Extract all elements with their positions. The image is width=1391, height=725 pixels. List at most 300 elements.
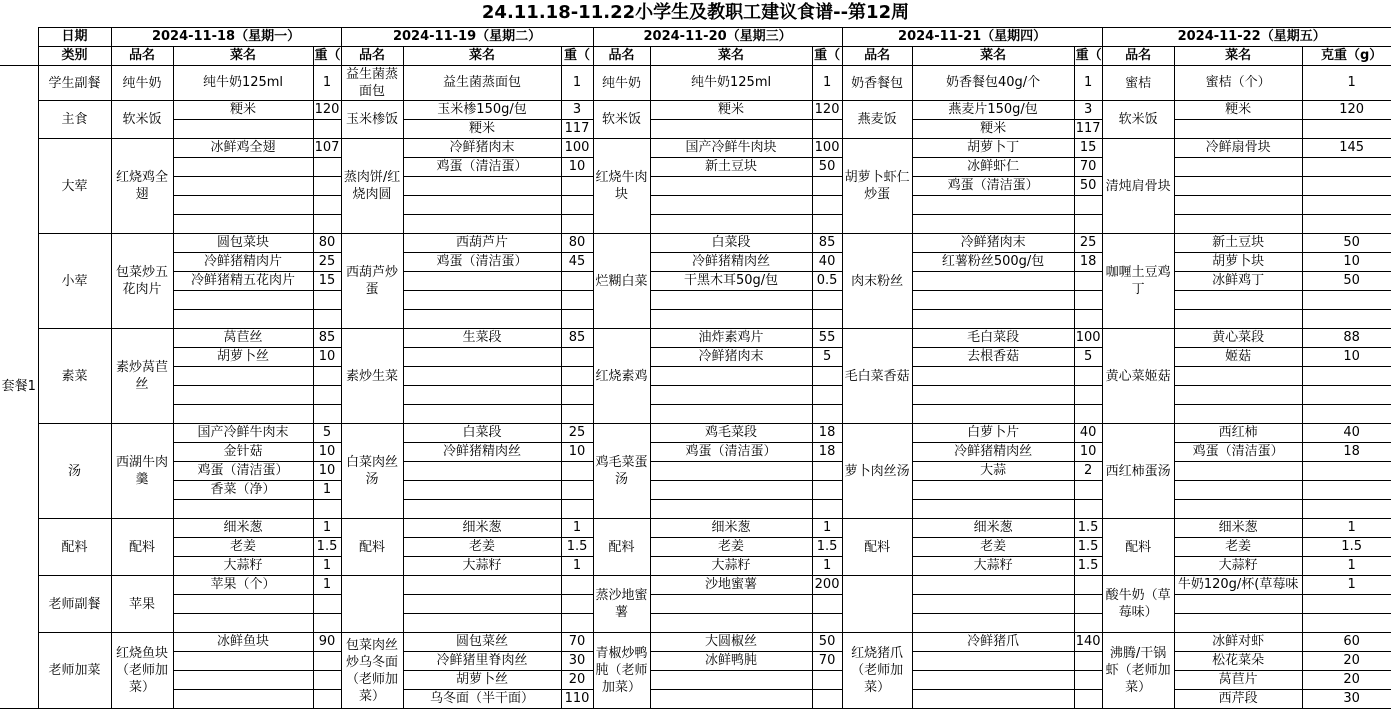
ingredient-cell (173, 310, 313, 329)
weight-cell (313, 291, 341, 310)
weight-cell: 1 (1302, 519, 1391, 538)
ingredient-cell (173, 158, 313, 177)
ingredient-cell (912, 671, 1074, 690)
dish-cell: 鸡毛菜蛋汤 (593, 424, 650, 519)
category-cell: 老师加菜 (38, 633, 111, 709)
ingredient-cell (1174, 120, 1302, 139)
weight-cell (313, 215, 341, 234)
ingredient-cell (912, 481, 1074, 500)
ingredient-cell (912, 215, 1074, 234)
weight-cell (1074, 310, 1102, 329)
day-header: 2024-11-22（星期五） (1102, 28, 1391, 47)
ingredient-cell: 鸡蛋（清洁蛋） (403, 253, 561, 272)
ingredient-cell: 鸡蛋（清洁蛋） (650, 443, 812, 462)
ingredient-cell: 玉米椮150g/包 (403, 101, 561, 120)
weight-cell (1074, 595, 1102, 614)
ingredient-cell: 大蒜籽 (173, 557, 313, 576)
ingredient-cell: 冰鲜鸭肫 (650, 652, 812, 671)
dish-column-header: 品名 (1102, 47, 1174, 66)
dish-cell: 西红柿蛋汤 (1102, 424, 1174, 519)
category-cell: 素菜 (38, 329, 111, 424)
menu-row (0, 196, 1391, 215)
weight-cell (1302, 196, 1391, 215)
weight-cell (313, 690, 341, 709)
weight-column-header: 重（ (313, 47, 341, 66)
ingredient-cell: 冰鲜鸡全翅 (173, 139, 313, 158)
weight-column-header: 重（ (1074, 47, 1102, 66)
weight-cell: 30 (561, 652, 593, 671)
ingredient-cell (650, 291, 812, 310)
weight-cell (313, 671, 341, 690)
weight-cell: 1 (561, 519, 593, 538)
dish-cell: 素炒莴苣丝 (111, 329, 173, 424)
weight-cell (812, 462, 842, 481)
ingredient-cell (650, 177, 812, 196)
day-header: 2024-11-21（星期四） (842, 28, 1102, 47)
ingredient-cell: 西芹段 (1174, 690, 1302, 709)
menu-row (0, 329, 1391, 348)
weight-cell (812, 177, 842, 196)
ingredient-column-header: 菜名 (1174, 47, 1302, 66)
menu-row (0, 405, 1391, 424)
weight-cell: 80 (313, 234, 341, 253)
dish-cell: 青椒炒鸭肫（老师加菜） (593, 633, 650, 709)
dish-cell: 配料 (1102, 519, 1174, 576)
weight-cell: 85 (313, 329, 341, 348)
ingredient-cell: 圆包菜块 (173, 234, 313, 253)
ingredient-cell: 乌冬面（半干面） (403, 690, 561, 709)
ingredient-cell: 冰鲜鸡丁 (1174, 272, 1302, 291)
ingredient-cell: 鸡蛋（清洁蛋） (912, 177, 1074, 196)
weight-cell (812, 310, 842, 329)
weight-cell (1074, 500, 1102, 519)
ingredient-cell: 冷鲜猪爪 (912, 633, 1074, 652)
weight-column-header: 重（ (561, 47, 593, 66)
ingredient-cell: 蜜桔（个） (1174, 66, 1302, 101)
ingredient-cell: 奶香餐包40g/个 (912, 66, 1074, 101)
ingredient-column-header: 菜名 (403, 47, 561, 66)
weight-cell: 10 (561, 443, 593, 462)
weight-cell: 3 (1074, 101, 1102, 120)
ingredient-cell (650, 405, 812, 424)
dish-cell: 软米饭 (1102, 101, 1174, 139)
ingredient-cell (403, 348, 561, 367)
weight-cell (812, 120, 842, 139)
weight-cell: 200 (812, 576, 842, 595)
weight-cell (812, 690, 842, 709)
ingredient-cell: 白萝卜片 (912, 424, 1074, 443)
weight-cell: 120 (812, 101, 842, 120)
weight-cell: 25 (313, 253, 341, 272)
ingredient-column-header: 菜名 (650, 47, 812, 66)
weight-cell (1302, 291, 1391, 310)
weight-cell: 20 (1302, 652, 1391, 671)
menu-row (0, 614, 1391, 633)
weight-cell (1302, 367, 1391, 386)
ingredient-cell: 牛奶120g/杯(草莓味 (1174, 576, 1302, 595)
ingredient-cell (650, 367, 812, 386)
dish-cell: 西葫芦炒蛋 (341, 234, 403, 329)
weight-cell: 10 (1302, 253, 1391, 272)
ingredient-cell: 新土豆块 (650, 158, 812, 177)
ingredient-cell (1174, 481, 1302, 500)
dish-cell: 玉米椮饭 (341, 101, 403, 139)
ingredient-cell: 粳米 (173, 101, 313, 120)
weight-cell: 2 (1074, 462, 1102, 481)
ingredient-cell (403, 500, 561, 519)
ingredient-cell (403, 367, 561, 386)
weight-cell: 50 (1074, 177, 1102, 196)
ingredient-cell (650, 671, 812, 690)
menu-row (0, 500, 1391, 519)
menu-row (0, 690, 1391, 709)
weight-column-header: 克重（g） (1302, 47, 1391, 66)
dish-cell: 酸牛奶（草莓味） (1102, 576, 1174, 633)
weight-cell: 140 (1074, 633, 1102, 652)
ingredient-cell (912, 405, 1074, 424)
weight-cell: 85 (561, 329, 593, 348)
weight-column-header: 重（ (812, 47, 842, 66)
ingredient-cell: 毛白菜段 (912, 329, 1074, 348)
weight-cell: 30 (1302, 690, 1391, 709)
weight-cell (313, 405, 341, 424)
ingredient-cell (912, 272, 1074, 291)
weight-cell (313, 595, 341, 614)
ingredient-column-header: 菜名 (173, 47, 313, 66)
ingredient-cell: 冷鲜猪肉末 (912, 234, 1074, 253)
weight-cell: 1 (313, 519, 341, 538)
weight-cell (812, 386, 842, 405)
ingredient-cell: 冷鲜猪精肉片 (173, 253, 313, 272)
ingredient-cell: 西红柿 (1174, 424, 1302, 443)
ingredient-cell (1174, 595, 1302, 614)
weight-cell (1302, 481, 1391, 500)
weight-cell: 50 (812, 158, 842, 177)
weight-cell (1302, 405, 1391, 424)
ingredient-cell (403, 386, 561, 405)
menu-row (0, 215, 1391, 234)
ingredient-cell: 冰鲜虾仁 (912, 158, 1074, 177)
weight-cell: 80 (561, 234, 593, 253)
ingredient-cell (912, 500, 1074, 519)
weight-cell: 50 (1302, 272, 1391, 291)
ingredient-cell: 粳米 (1174, 101, 1302, 120)
ingredient-cell (650, 215, 812, 234)
ingredient-cell: 冷鲜猪精五花肉片 (173, 272, 313, 291)
weight-cell (1074, 196, 1102, 215)
ingredient-cell (173, 652, 313, 671)
ingredient-column-header: 菜名 (912, 47, 1074, 66)
weight-cell: 15 (313, 272, 341, 291)
ingredient-cell (912, 576, 1074, 595)
ingredient-cell: 大圆椒丝 (650, 633, 812, 652)
ingredient-cell (650, 614, 812, 633)
category-cell: 主食 (38, 101, 111, 139)
weight-cell: 3 (561, 101, 593, 120)
weight-cell (313, 310, 341, 329)
menu-row (0, 348, 1391, 367)
ingredient-cell (403, 405, 561, 424)
category-cell: 学生副餐 (38, 66, 111, 101)
ingredient-cell: 冷鲜猪里脊肉丝 (403, 652, 561, 671)
weight-cell: 1 (561, 66, 593, 101)
ingredient-cell: 油炸素鸡片 (650, 329, 812, 348)
dish-cell: 萝卜肉丝汤 (842, 424, 912, 519)
ingredient-cell (912, 614, 1074, 633)
category-cell: 老师副餐 (38, 576, 111, 633)
dish-cell: 包菜肉丝炒乌冬面（老师加菜） (341, 633, 403, 709)
plan-spacer (0, 28, 38, 47)
ingredient-cell (1174, 500, 1302, 519)
weight-cell: 100 (1074, 329, 1102, 348)
day-header: 2024-11-19（星期二） (341, 28, 593, 47)
ingredient-cell: 胡萝卜丝 (173, 348, 313, 367)
weight-cell: 10 (313, 443, 341, 462)
ingredient-cell (650, 500, 812, 519)
menu-row (0, 291, 1391, 310)
weight-cell: 50 (1302, 234, 1391, 253)
ingredient-cell (403, 595, 561, 614)
ingredient-cell: 莴苣片 (1174, 671, 1302, 690)
dish-cell: 红烧牛肉块 (593, 139, 650, 234)
ingredient-cell (403, 310, 561, 329)
ingredient-cell: 红薯粉丝500g/包 (912, 253, 1074, 272)
ingredient-cell (173, 177, 313, 196)
menu-row (0, 139, 1391, 158)
ingredient-cell: 纯牛奶125ml (650, 66, 812, 101)
weight-cell: 40 (1074, 424, 1102, 443)
weight-cell (313, 158, 341, 177)
weight-cell (561, 215, 593, 234)
dish-cell: 红烧鱼块（老师加菜） (111, 633, 173, 709)
weight-cell: 117 (1074, 120, 1102, 139)
menu-row (0, 538, 1391, 557)
weight-cell (561, 291, 593, 310)
weight-cell (812, 595, 842, 614)
ingredient-cell: 香菜（净） (173, 481, 313, 500)
dish-cell: 素炒生菜 (341, 329, 403, 424)
weight-cell (313, 652, 341, 671)
weight-cell (1302, 177, 1391, 196)
ingredient-cell (1174, 367, 1302, 386)
ingredient-cell (403, 462, 561, 481)
menu-row (0, 120, 1391, 139)
ingredient-cell: 白菜段 (403, 424, 561, 443)
dish-column-header: 品名 (593, 47, 650, 66)
menu-row (0, 253, 1391, 272)
weight-cell: 1.5 (1074, 557, 1102, 576)
weight-cell (561, 348, 593, 367)
weight-cell (812, 500, 842, 519)
weight-cell (313, 367, 341, 386)
weight-cell: 117 (561, 120, 593, 139)
page-title: 24.11.18-11.22小学生及教职工建议食谱--第12周 (481, 2, 910, 23)
ingredient-cell (1174, 215, 1302, 234)
weight-cell (1074, 481, 1102, 500)
weight-cell (561, 272, 593, 291)
weight-cell: 20 (561, 671, 593, 690)
menu-row (0, 424, 1391, 443)
dish-cell: 益生菌蒸面包 (341, 66, 403, 101)
menu-row (0, 652, 1391, 671)
weight-cell (561, 614, 593, 633)
weight-cell: 1.5 (1074, 519, 1102, 538)
ingredient-cell (912, 652, 1074, 671)
weight-cell (1302, 386, 1391, 405)
ingredient-cell: 细米葱 (1174, 519, 1302, 538)
ingredient-cell: 细米葱 (403, 519, 561, 538)
ingredient-cell: 鸡毛菜段 (650, 424, 812, 443)
ingredient-cell (173, 614, 313, 633)
ingredient-cell: 益生菌蒸面包 (403, 66, 561, 101)
weight-cell: 18 (812, 443, 842, 462)
weight-cell: 5 (313, 424, 341, 443)
weight-cell: 1.5 (313, 538, 341, 557)
weight-cell: 0.5 (812, 272, 842, 291)
ingredient-cell: 粳米 (650, 101, 812, 120)
weight-cell (313, 614, 341, 633)
ingredient-cell: 胡萝卜丝 (403, 671, 561, 690)
weight-cell (1302, 614, 1391, 633)
weight-cell: 100 (561, 139, 593, 158)
weight-cell: 10 (1302, 348, 1391, 367)
ingredient-cell (173, 196, 313, 215)
dish-cell: 苹果 (111, 576, 173, 633)
weight-cell (313, 196, 341, 215)
ingredient-cell: 干黑木耳50g/包 (650, 272, 812, 291)
menu-row (0, 481, 1391, 500)
ingredient-cell: 圆包菜丝 (403, 633, 561, 652)
menu-row (0, 367, 1391, 386)
ingredient-cell (1174, 614, 1302, 633)
ingredient-cell (173, 120, 313, 139)
weight-cell (1302, 462, 1391, 481)
dish-cell: 奶香餐包 (842, 66, 912, 101)
weight-cell: 40 (1302, 424, 1391, 443)
menu-row (0, 310, 1391, 329)
ingredient-cell (173, 671, 313, 690)
weight-cell (1074, 215, 1102, 234)
ingredient-cell (173, 215, 313, 234)
weight-cell: 1 (313, 576, 341, 595)
weight-cell: 1 (812, 557, 842, 576)
ingredient-cell: 老姜 (650, 538, 812, 557)
weight-cell (561, 367, 593, 386)
weight-cell: 1 (812, 519, 842, 538)
dish-column-header: 品名 (842, 47, 912, 66)
ingredient-cell (650, 310, 812, 329)
ingredient-cell (650, 595, 812, 614)
ingredient-cell (403, 481, 561, 500)
dish-cell: 西湖牛肉羹 (111, 424, 173, 519)
ingredient-cell (403, 196, 561, 215)
weight-cell: 107 (313, 139, 341, 158)
menu-row (0, 386, 1391, 405)
weight-cell: 18 (1302, 443, 1391, 462)
ingredient-cell: 西葫芦片 (403, 234, 561, 253)
dish-cell (842, 576, 912, 633)
dish-cell: 胡萝卜虾仁炒蛋 (842, 139, 912, 234)
weight-cell: 1 (313, 557, 341, 576)
weight-cell: 70 (812, 652, 842, 671)
ingredient-cell: 纯牛奶125ml (173, 66, 313, 101)
ingredient-cell (650, 462, 812, 481)
ingredient-cell (650, 196, 812, 215)
dish-cell: 蒸肉饼/红烧肉圆 (341, 139, 403, 234)
ingredient-cell (173, 367, 313, 386)
weight-cell (313, 120, 341, 139)
weight-cell (1302, 500, 1391, 519)
ingredient-cell: 莴苣丝 (173, 329, 313, 348)
ingredient-cell: 冷鲜猪精肉丝 (650, 253, 812, 272)
ingredient-cell: 冷鲜猪肉末 (650, 348, 812, 367)
weight-cell: 1 (313, 481, 341, 500)
weight-cell: 120 (313, 101, 341, 120)
weight-cell (1074, 291, 1102, 310)
ingredient-cell: 苹果（个） (173, 576, 313, 595)
ingredient-cell: 粳米 (912, 120, 1074, 139)
dish-cell: 燕麦饭 (842, 101, 912, 139)
dish-cell: 咖喱土豆鸡丁 (1102, 234, 1174, 329)
weight-cell (561, 462, 593, 481)
weight-cell: 1 (812, 66, 842, 101)
ingredient-cell (650, 481, 812, 500)
ingredient-cell: 鸡蛋（清洁蛋） (173, 462, 313, 481)
weight-cell (561, 500, 593, 519)
dish-cell: 软米饭 (593, 101, 650, 139)
weight-cell (812, 671, 842, 690)
day-header: 2024-11-20（星期三） (593, 28, 842, 47)
dish-cell: 蒸沙地蜜薯 (593, 576, 650, 633)
ingredient-cell (1174, 158, 1302, 177)
weight-cell (1074, 690, 1102, 709)
weight-cell: 100 (812, 139, 842, 158)
ingredient-cell (650, 120, 812, 139)
weight-cell: 1.5 (1074, 538, 1102, 557)
weight-cell (812, 614, 842, 633)
weight-cell: 60 (1302, 633, 1391, 652)
dish-cell: 毛白菜香菇 (842, 329, 912, 424)
dish-cell: 纯牛奶 (111, 66, 173, 101)
menu-row (0, 443, 1391, 462)
weight-cell: 10 (561, 158, 593, 177)
weight-cell: 45 (561, 253, 593, 272)
ingredient-cell: 细米葱 (912, 519, 1074, 538)
ingredient-cell: 粳米 (403, 120, 561, 139)
day-header: 2024-11-18（星期一） (111, 28, 341, 47)
dish-cell: 红烧素鸡 (593, 329, 650, 424)
ingredient-cell (912, 291, 1074, 310)
ingredient-cell (173, 595, 313, 614)
weight-cell (1074, 405, 1102, 424)
menu-row (0, 576, 1391, 595)
weight-cell (812, 405, 842, 424)
ingredient-cell: 冷鲜猪精肉丝 (403, 443, 561, 462)
weight-cell (313, 177, 341, 196)
plan-spacer (0, 47, 38, 66)
weight-cell (561, 576, 593, 595)
weight-cell: 18 (812, 424, 842, 443)
menu-row (0, 519, 1391, 538)
weight-cell: 1 (1074, 66, 1102, 101)
weight-cell (1074, 614, 1102, 633)
weight-cell (561, 196, 593, 215)
column-header-row (0, 47, 1391, 66)
ingredient-cell: 鸡蛋（清洁蛋） (1174, 443, 1302, 462)
category-label: 类别 (38, 47, 111, 66)
ingredient-cell (912, 386, 1074, 405)
dish-cell: 清炖肩骨块 (1102, 139, 1174, 234)
